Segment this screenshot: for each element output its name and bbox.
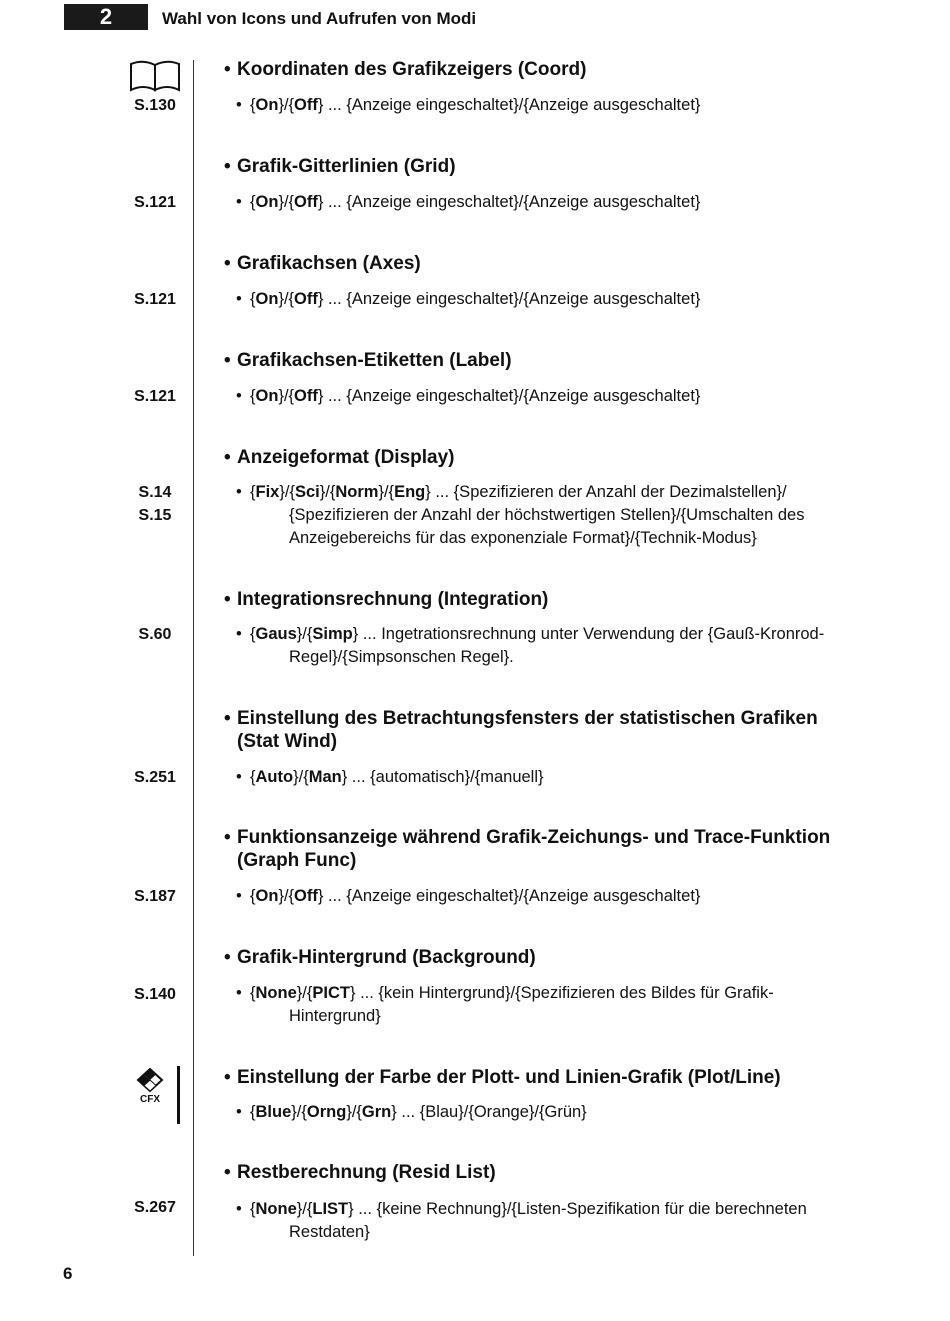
option-description: Ingetrationsrechnung unter Verwendung der {Gauß-Kronrod- [381,625,825,643]
option-description: {automatisch}/{manuell} [370,768,544,786]
page-reference: S.60 [138,626,172,643]
option-key: On [255,193,279,211]
option-description: {keine Rechnung}/{Listen-Spezifikation für die berechneten [376,1200,807,1218]
option-key: LIST [312,1200,349,1218]
option-line: • {None}/{PICT} ... {kein Hintergrund}/{Spezifizieren des Bildes für Grafik- Hintergrund} [236,982,886,1028]
option-key: PICT [312,984,350,1002]
option-description-cont: Hintergrund} [289,1007,381,1025]
option-key: Grn [361,1103,392,1121]
option-line: • {On}/{Off} ... {Anzeige eingeschaltet}/{Anzeige ausgeschaltet} [236,193,701,211]
section-heading: • Grafikachsen-Etiketten (Label) [224,350,512,371]
section-heading: • Funktionsanzeige während Grafik-Zeichungs- und Trace-Funktion (Graph Func) [224,826,884,872]
option-description: {Blau}/{Orange}/{Grün} [419,1103,587,1121]
page-reference: S.15 [138,507,172,524]
option-description: {Anzeige eingeschaltet}/{Anzeige ausgeschaltet} [346,387,701,405]
page-reference: S.130 [134,97,176,114]
option-line: • {On}/{Off} ... {Anzeige eingeschaltet}/{Anzeige ausgeschaltet} [236,96,701,114]
option-description: {Anzeige eingeschaltet}/{Anzeige ausgeschaltet} [346,96,701,114]
option-key: Off [294,290,318,308]
option-description-cont: Restdaten} [289,1223,370,1241]
option-description-cont: Anzeigebereichs für das exponenziale Format}/{Technik-Modus} [289,529,757,547]
chapter-number: 2 [99,4,113,29]
heading-text: Integrationsrechnung (Integration) [237,589,549,610]
option-description-cont: {Spezifizieren der Anzahl der höchstwertigen Stellen}/{Umschalten des [289,506,805,524]
chapter-title: Wahl von Icons und Aufrufen von Modi [162,9,477,28]
option-key: Blue [255,1103,292,1121]
heading-text-cont: (Stat Wind) [237,731,338,752]
section-heading: • Grafikachsen (Axes) [224,253,421,274]
option-key: Off [294,887,318,905]
option-description: {Anzeige eingeschaltet}/{Anzeige ausgeschaltet} [346,193,701,211]
heading-text-cont: (Graph Func) [237,850,357,871]
page-number: 6 [63,1264,73,1283]
section-heading: • Koordinaten des Grafikzeigers (Coord) [224,59,587,80]
open-book-icon [128,58,182,92]
section-heading: • Restberechnung (Resid List) [224,1162,496,1183]
option-key: Off [294,387,318,405]
option-line: • {On}/{Off} ... {Anzeige eingeschaltet}/{Anzeige ausgeschaltet} [236,387,701,405]
section-heading: • Einstellung des Betrachtungsfensters der statistischen Grafiken (Stat Wind) [224,707,884,753]
option-line: • {Fix}/{Sci}/{Norm}/{Eng} ... {Spezifizieren der Anzahl der Dezimalstellen}/ {Spezifizieren der Anzahl der höchstwertigen Stellen}/{Umschalten des Anzeigebereichs für das exponenziale Format}/{Technik-Modus} [236,481,886,550]
option-description: {Anzeige eingeschaltet}/{Anzeige ausgeschaltet} [346,290,701,308]
heading-text: Koordinaten des Grafikzeigers (Coord) [237,59,587,80]
heading-text: Grafikachsen-Etiketten (Label) [237,350,512,371]
option-key: Simp [312,625,353,643]
section-heading: • Einstellung der Farbe der Plott- und Linien-Grafik (Plot/Line) [224,1067,781,1088]
option-key: On [255,887,279,905]
option-key: Eng [394,483,426,501]
option-line: • {None}/{LIST} ... {keine Rechnung}/{Listen-Spezifikation für die berechneten Restdaten} [236,1198,886,1244]
option-key: Man [308,768,342,786]
option-line: • {Gaus}/{Simp} ... Ingetrationsrechnung unter Verwendung der {Gauß-Kronrod- Regel}/{Simpsonschen Regel}. [236,623,886,669]
option-key: Norm [335,483,379,501]
heading-text: Anzeigeformat (Display) [237,447,455,468]
heading-text: Grafik-Hintergrund (Background) [237,947,536,968]
option-description: {Anzeige eingeschaltet}/{Anzeige ausgeschaltet} [346,887,701,905]
option-key: Fix [255,483,280,501]
margin-divider [193,60,194,1256]
section-heading: • Integrationsrechnung (Integration) [224,589,549,610]
option-description: {Spezifizieren der Anzahl der Dezimalstellen}/ [453,483,787,501]
option-description: {kein Hintergrund}/{Spezifizieren des Bildes für Grafik- [378,984,774,1002]
option-line: • {Blue}/{Orng}/{Grn} ... {Blau}/{Orange}/{Grün} [236,1103,587,1121]
option-line: • {On}/{Off} ... {Anzeige eingeschaltet}/{Anzeige ausgeschaltet} [236,887,701,905]
option-key: On [255,387,279,405]
page-reference: S.121 [134,194,176,211]
section-heading: • Anzeigeformat (Display) [224,447,455,468]
page-reference: S.121 [134,291,176,308]
option-key: Gaus [255,625,297,643]
section-heading: • Grafik-Hintergrund (Background) [224,947,536,968]
option-key: Orng [306,1103,347,1121]
option-line: • {On}/{Off} ... {Anzeige eingeschaltet}/{Anzeige ausgeschaltet} [236,290,701,308]
heading-text: Einstellung des Betrachtungsfensters der statistischen Grafiken [237,708,818,729]
cfx-diamond-icon [136,1068,164,1094]
option-key: None [255,1200,297,1218]
page-reference: S.267 [134,1199,176,1216]
option-key: On [255,96,279,114]
option-key: Sci [294,483,320,501]
page-reference: S.140 [134,986,176,1003]
page-reference: S.14 [138,484,172,501]
option-key: Off [294,193,318,211]
heading-text: Funktionsanzeige während Grafik-Zeichungs- und Trace-Funktion [237,827,831,848]
heading-text: Einstellung der Farbe der Plott- und Linien-Grafik (Plot/Line) [237,1067,781,1088]
page-reference: S.251 [134,769,176,786]
cfx-label: CFX [140,1094,160,1105]
option-line: • {Auto}/{Man} ... {automatisch}/{manuell} [236,768,544,786]
page-reference: S.187 [134,888,176,905]
heading-text: Restberechnung (Resid List) [237,1162,496,1183]
section-heading: • Grafik-Gitterlinien (Grid) [224,156,456,177]
option-key: On [255,290,279,308]
page-reference: S.121 [134,388,176,405]
heading-text: Grafikachsen (Axes) [237,253,421,274]
option-key: None [255,984,297,1002]
chapter-number-box [64,4,148,30]
option-key: Auto [255,768,294,786]
cfx-marker-bar [177,1066,180,1124]
heading-text: Grafik-Gitterlinien (Grid) [237,156,456,177]
option-description-cont: Regel}/{Simpsonschen Regel}. [289,648,514,666]
option-key: Off [294,96,318,114]
